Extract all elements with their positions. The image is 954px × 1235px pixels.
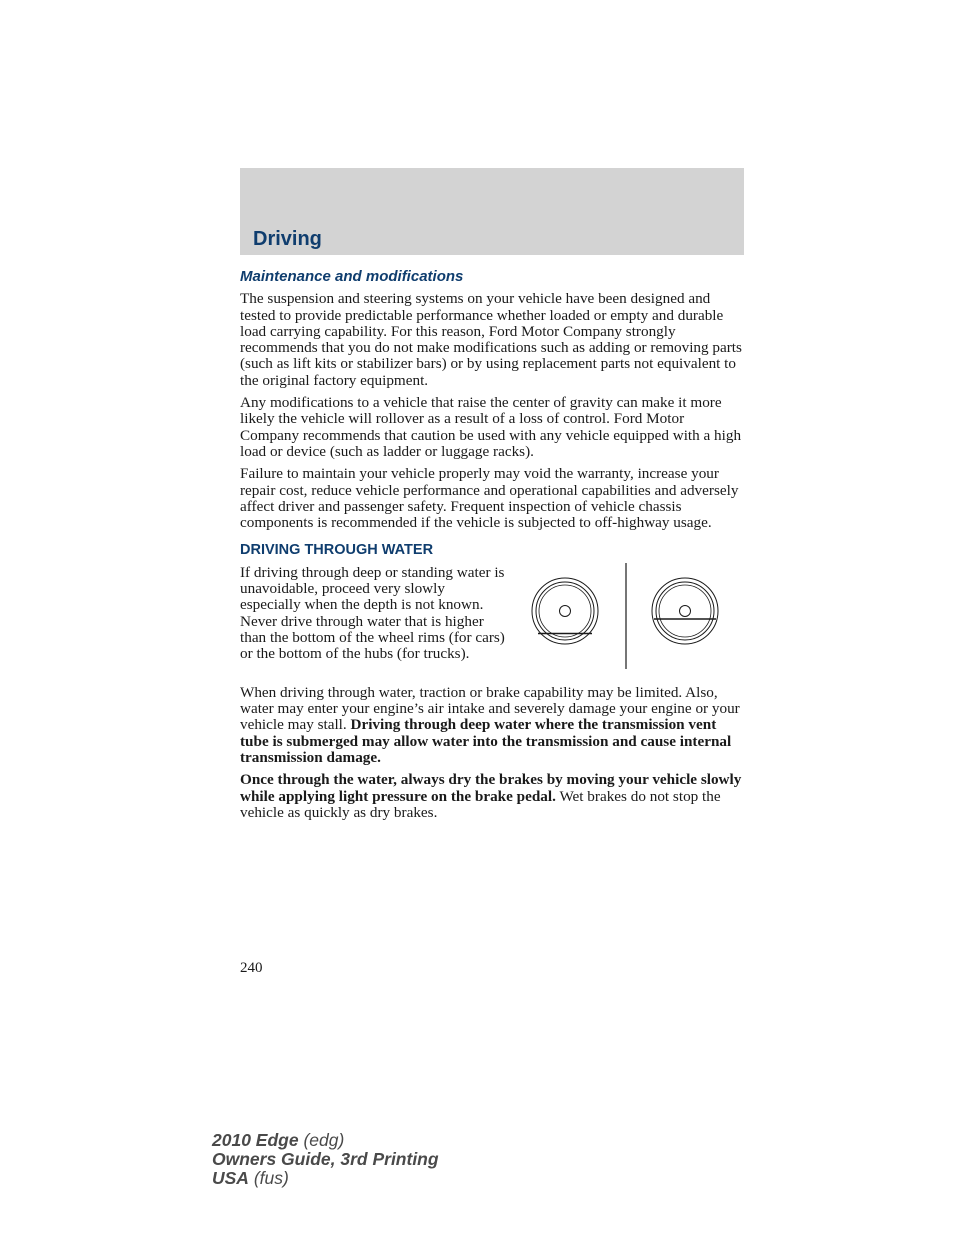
footer-market-code: (fus) [253,1168,289,1188]
footer-line-1 [212,1131,439,1150]
page-number: 240 [240,960,263,976]
water-paragraph-2 [240,772,744,821]
page-content [240,266,744,827]
water-paragraph-2-bold: Once through the water, always dry the brakes by moving your vehicle slowly while applying light pressure on the brake pedal. [240,771,742,805]
water-paragraph-1 [240,685,744,766]
maintenance-paragraph-3: Failure to maintain your vehicle properly may void the warranty, increase your repair cost, reduce vehicle performance and operational capabilities and adversely affect driver and passenger safety. Frequent inspection of vehicle chassis components is recommended if the vehicle is subjected to off-highway usage. [240,465,739,532]
footer-line-2: Owners Guide, 3rd Printing [212,1149,439,1169]
document-footer [212,1131,439,1188]
truck-wheel-figure [652,578,718,644]
maintenance-paragraph-2: Any modifications to a vehicle that raise the center of gravity can make it more likely the vehicle will rollover as a result of a loss of control. Ford Motor Company recommends that caution be used with any vehicle equipped with a high load or device (such as ladder or luggage racks). [240,394,742,460]
footer-line-3 [212,1169,439,1188]
section-title: Driving [253,228,322,250]
water-paragraph-2-normal: Wet brakes do not stop the vehicle as quickly as dry brakes. [240,787,721,821]
section-header-band [240,168,744,255]
maintenance-paragraph-1: The suspension and steering systems on your vehicle have been designed and tested to provide predictable performance whether loaded or empty and durable load carrying capability. For this reason, Ford Motor Company strongly recommends that you do not make modifications such as adding or removing parts (such as lift kits or stabilizer bars) or by using replacement parts not equivalent to the original factory equipment. [240,290,742,389]
footer-model: 2010 Edge [212,1130,299,1150]
water-paragraph-1-bold: Driving through deep water where the transmission vent tube is submerged may allow water into the transmission and cause internal transmission damage. [240,716,732,766]
water-paragraph-1-normal: When driving through water, traction or brake capability may be limited. Also, water may enter your engine’s air intake and severely damage your engine or your vehicle may stall. [240,683,740,734]
maintenance-heading: Maintenance and modifications [240,268,464,285]
footer-model-code: (edg) [303,1130,345,1150]
car-wheel-figure [532,578,598,644]
wheel-water-depth-illustration [528,563,728,673]
water-intro-paragraph: If driving through deep or standing water is unavoidable, proceed very slowly especially when the depth is not known. Never drive through water that is higher than the bottom of the wheel rims (for cars) or the bottom of the hubs (for trucks). [240,563,505,663]
footer-market: USA [212,1168,249,1188]
water-intro-row [240,565,744,685]
water-heading: DRIVING THROUGH WATER [240,542,434,559]
